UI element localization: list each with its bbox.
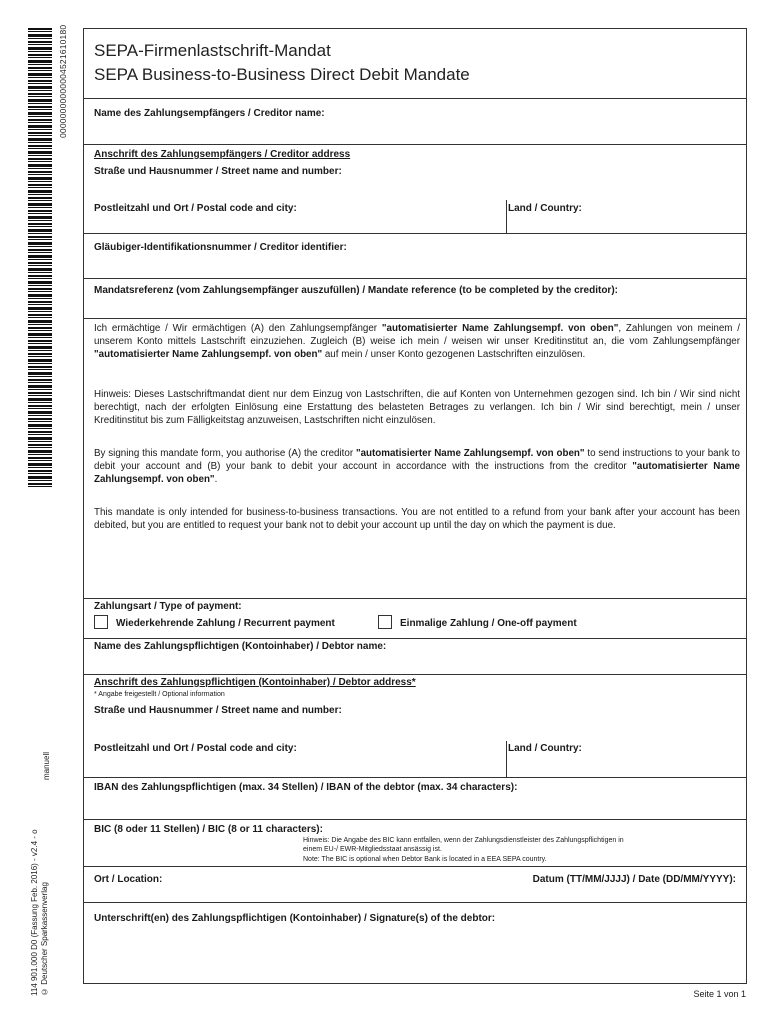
mandate-notice-de: Hinweis: Dieses Lastschriftmandat dient nur dem Einzug von Lastschriften, die auf Konten von Unternehmen gezogen sind. Ich bin / Wir sind nicht berechtigt, nach der erfolgten Einlösung eine Erstattung des belasteten Betrages zu verlangen. Ich bin / Wir sind berechtigt, mein / unser Kreditinstitut bis zum Fälligkeitstag anzuweisen, Lastschriften nicht einzulösen. bbox=[94, 389, 740, 426]
payment-type-label: Zahlungsart / Type of payment: bbox=[94, 601, 242, 612]
creditor-address-section bbox=[84, 145, 746, 234]
bic-note-2: einem EU-/ EWR-Mitgliedsstaat ansässig ist. bbox=[303, 846, 442, 853]
creditor-identifier-field[interactable] bbox=[84, 234, 746, 279]
debtor-name-field[interactable] bbox=[84, 639, 746, 675]
signature-field[interactable] bbox=[84, 903, 746, 983]
mandate-text-section bbox=[84, 319, 746, 599]
debtor-name-label: Name des Zahlungspflichtigen (Kontoinhaber) / Debtor name: bbox=[94, 641, 387, 652]
creditor-country-label: Land / Country: bbox=[508, 203, 582, 214]
debtor-postal-label: Postleitzahl und Ort / Postal code and city: bbox=[94, 743, 297, 754]
mandate-text-de: Ich ermächtige / Wir ermächtigen (A) den Zahlungsempfänger "automatisierter Name Zahlungsempf. von oben", Zahlungen von meinem / unserem Konto mittels Lastschrift einzuziehen. Zugleich (B) weise ich mein / weisen wir unser Kreditinstitut an, die vom Zahlungsempfänger "automatisierter Name Zahlungsempf. von oben" auf mein / unser Konto gezogenen Lastschriften einzulösen. bbox=[94, 323, 740, 360]
creditor-name-field[interactable] bbox=[84, 98, 746, 145]
manual-label: manuell bbox=[42, 751, 51, 780]
barcode bbox=[28, 28, 52, 488]
signature-label: Unterschrift(en) des Zahlungspflichtigen (Kontoinhaber) / Signature(s) of the debtor: bbox=[94, 913, 496, 924]
bic-note-1: Hinweis: Die Angabe des BIC kann entfallen, wenn der Zahlungsdienstleister des Zahlungspflichtigen in bbox=[303, 837, 624, 844]
barcode-number: 00000000000004521610180 bbox=[58, 24, 68, 138]
divider bbox=[506, 200, 507, 233]
form-header bbox=[84, 29, 746, 99]
date-label: Datum (TT/MM/JJJJ) / Date (DD/MM/YYYY): bbox=[532, 874, 736, 885]
iban-field[interactable] bbox=[84, 778, 746, 820]
creditor-postal-label: Postleitzahl und Ort / Postal code and city: bbox=[94, 203, 297, 214]
divider bbox=[506, 741, 507, 777]
mandate-reference-label: Mandatsreferenz (vom Zahlungsempfänger auszufüllen) / Mandate reference (to be completed by the creditor): bbox=[94, 285, 618, 296]
recurrent-payment-label: Wiederkehrende Zahlung / Recurrent payment bbox=[116, 618, 335, 629]
mandate-form bbox=[83, 28, 747, 984]
iban-label: IBAN des Zahlungspflichtigen (max. 34 Stellen) / IBAN of the debtor (max. 34 characters): bbox=[94, 782, 518, 793]
title-en: SEPA Business-to-Business Direct Debit Mandate bbox=[94, 65, 470, 84]
mandate-reference-field[interactable] bbox=[84, 279, 746, 319]
debtor-country-label: Land / Country: bbox=[508, 743, 582, 754]
title-de: SEPA-Firmenlastschrift-Mandat bbox=[94, 41, 331, 60]
debtor-street-label: Straße und Hausnummer / Street name and number: bbox=[94, 705, 342, 716]
location-label: Ort / Location: bbox=[94, 874, 163, 885]
mandate-text-en: By signing this mandate form, you authorise (A) the creditor "automatisierter Name Zahlungsempf. von oben" to send instructions to your bank to debit your account and (B) your bank to debit your account in accordance with the instructions from the creditor "automatisierter Name Zahlungsempf. von oben". bbox=[94, 448, 740, 485]
creditor-identifier-label: Gläubiger-Identifikationsnummer / Creditor identifier: bbox=[94, 242, 347, 253]
mandate-notice-en: This mandate is only intended for business-to-business transactions. You are not entitled to a refund from your bank after your account has been debited, but you are entitled to request your bank not to debit your account up until the day on which the payment is due. bbox=[94, 507, 740, 531]
oneoff-payment-checkbox[interactable] bbox=[378, 615, 392, 629]
oneoff-payment-label: Einmalige Zahlung / One-off payment bbox=[400, 618, 577, 629]
recurrent-payment-checkbox[interactable] bbox=[94, 615, 108, 629]
bic-label: BIC (8 oder 11 Stellen) / BIC (8 or 11 characters): bbox=[94, 824, 323, 835]
bic-field[interactable] bbox=[84, 820, 746, 867]
debtor-address-section bbox=[84, 675, 746, 778]
payment-type-section bbox=[84, 599, 746, 639]
creditor-name-label: Name des Zahlungsempfängers / Creditor name: bbox=[94, 108, 325, 119]
form-version: 114 901.000 D0 (Fassung Feb. 2016) - v2.4 - o bbox=[30, 829, 39, 996]
bic-note-3: Note: The BIC is optional when Debtor Bank is located in a EEA SEPA country. bbox=[303, 856, 547, 863]
page-number: Seite 1 von 1 bbox=[693, 989, 746, 999]
creditor-address-heading: Anschrift des Zahlungsempfängers / Creditor address bbox=[94, 149, 351, 160]
location-date-field[interactable] bbox=[84, 867, 746, 903]
publisher: © Deutscher Sparkassenverlag bbox=[40, 882, 49, 996]
optional-note: * Angabe freigestellt / Optional information bbox=[94, 691, 225, 698]
creditor-street-label: Straße und Hausnummer / Street name and number: bbox=[94, 166, 342, 177]
debtor-address-heading: Anschrift des Zahlungspflichtigen (Kontoinhaber) / Debtor address* bbox=[94, 677, 416, 688]
